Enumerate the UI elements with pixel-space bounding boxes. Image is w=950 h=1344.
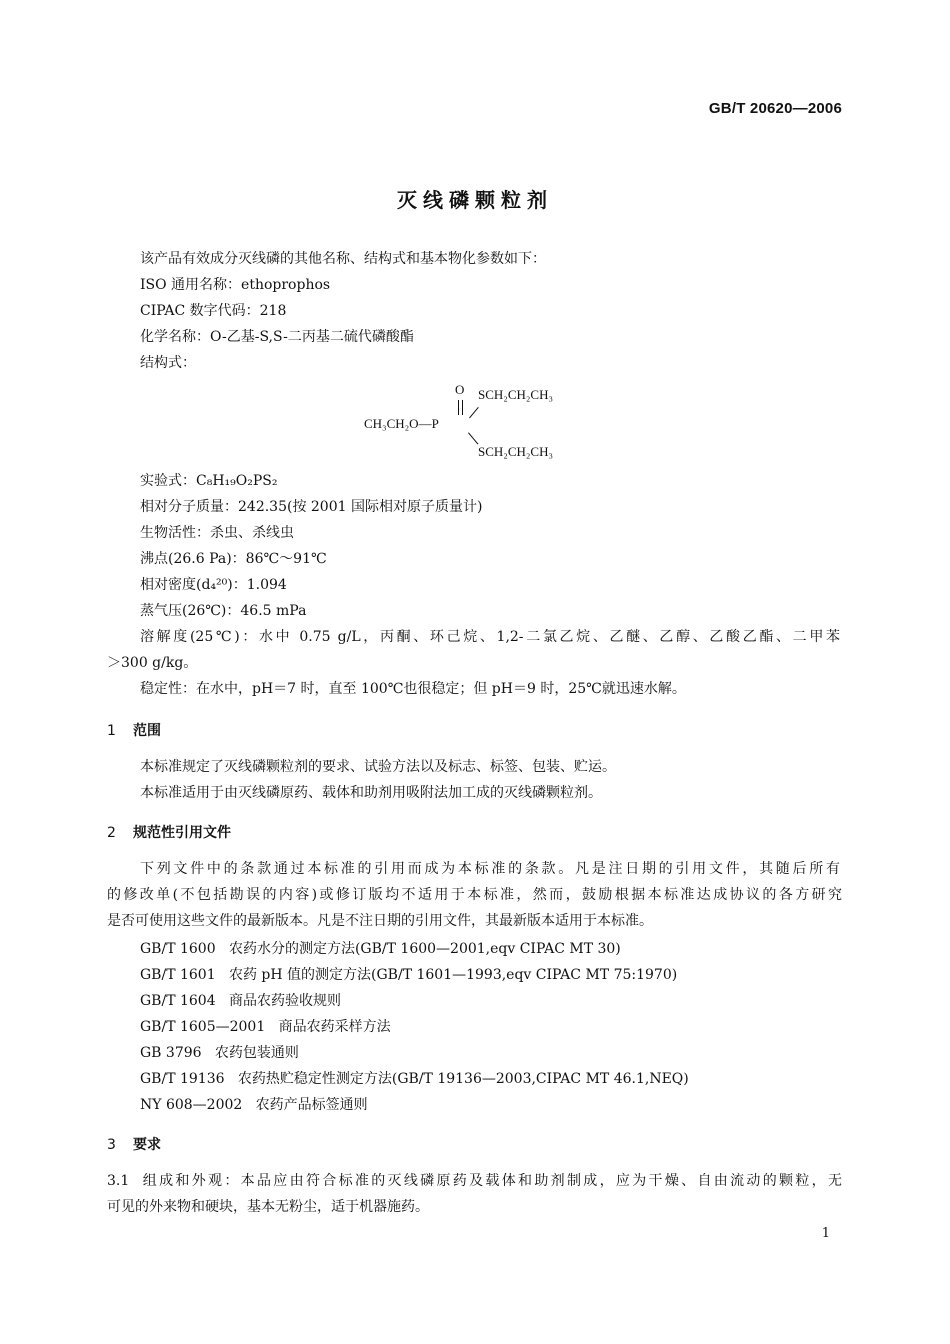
section-3-heading <box>107 1134 161 1154</box>
reference-code: NY 608—2002 <box>140 1097 243 1113</box>
section-2-para-line-2: 的修改单(不包括勘误的内容)或修订版均不适用于本标准，然而，鼓励根据本标准达成协议的各方研究 <box>107 887 842 903</box>
vapor-pressure: 蒸气压(26℃)：46.5 mPa <box>140 603 307 619</box>
chemical-name: 化学名称：O-乙基-S,S-二丙基二硫代磷酸酯 <box>140 329 414 345</box>
reference-item <box>140 992 341 1010</box>
section-2-para-line-1: 下列文件中的条款通过本标准的引用而成为本标准的条款。凡是注日期的引用文件，其随后所有 <box>140 861 840 877</box>
reference-item <box>140 940 621 958</box>
reference-title: 农药包装通则 <box>214 1045 299 1061</box>
section-1-number: 1 <box>107 723 116 739</box>
intro-lead: 该产品有效成分灭线磷的其他名称、结构式和基本物化参数如下： <box>140 251 546 267</box>
boiling-point: 沸点(26.6 Pa)：86℃～91℃ <box>140 551 327 567</box>
stability: 稳定性：在水中，pH＝7 时，直至 100℃也很稳定；但 pH＝9 时，25℃就迅速水解。 <box>140 681 686 697</box>
reference-title: 商品农药采样方法 <box>278 1019 391 1035</box>
reference-code: GB/T 1600 <box>140 941 216 957</box>
bottom-substituent: SCH₂CH₂CH₃ <box>478 444 554 459</box>
cipac-code: CIPAC 数字代码：218 <box>140 303 287 319</box>
section-1-para-1: 本标准规定了灭线磷颗粒剂的要求、试验方法以及标志、标签、包装、贮运。 <box>140 759 616 775</box>
section-3-title: 要求 <box>133 1137 161 1153</box>
clause-3-1-line-1 <box>107 1172 842 1190</box>
reference-code: GB/T 1604 <box>140 993 216 1009</box>
page-number: 1 <box>821 1226 830 1241</box>
clause-number: 3.1 <box>107 1173 130 1189</box>
section-2-title: 规范性引用文件 <box>133 825 231 841</box>
double-bond-line-1 <box>458 400 459 415</box>
reference-title: 农药 pH 值的测定方法(GB/T 1601—1993,eqv CIPAC MT 75:1970) <box>228 967 678 983</box>
reference-item <box>140 1044 299 1062</box>
section-1-title: 范围 <box>133 723 161 739</box>
reference-item <box>140 1096 368 1114</box>
document-title: 灭线磷颗粒剂 <box>397 188 553 212</box>
empirical-formula: 实验式：C₈H₁₉O₂PS₂ <box>140 473 278 489</box>
reference-code: GB/T 1605—2001 <box>140 1019 266 1035</box>
reference-item <box>140 1018 391 1036</box>
iso-name: ISO 通用名称：ethoprophos <box>140 277 331 293</box>
section-2-heading <box>107 822 231 842</box>
double-bond-line-2 <box>462 400 463 415</box>
structure-label: 结构式： <box>140 355 196 371</box>
reference-item <box>140 966 677 984</box>
upper-bond <box>469 407 479 418</box>
reference-title: 农药产品标签通则 <box>255 1097 368 1113</box>
oxygen-atom: O <box>455 382 465 397</box>
biological-activity: 生物活性：杀虫、杀线虫 <box>140 525 294 541</box>
section-1-heading <box>107 720 161 740</box>
molecular-mass: 相对分子质量：242.35(按 2001 国际相对原子质量计) <box>140 499 483 515</box>
reference-title: 商品农药验收规则 <box>228 993 341 1009</box>
reference-title: 农药水分的测定方法(GB/T 1600—2001,eqv CIPAC MT 30) <box>228 941 621 957</box>
clause-text: 组成和外观：本品应由符合标准的灭线磷原药及载体和助剂制成，应为干燥、自由流动的颗粒，无 <box>142 1173 842 1189</box>
standard-code: GB/T 20620—2006 <box>708 100 842 117</box>
reference-title: 农药热贮稳定性测定方法(GB/T 19136—2003,CIPAC MT 46.1,NEQ) <box>237 1071 689 1087</box>
reference-code: GB/T 19136 <box>140 1071 225 1087</box>
clause-3-1-line-2: 可见的外来物和硬块，基本无粉尘，适于机器施药。 <box>107 1199 429 1215</box>
reference-item <box>140 1070 689 1088</box>
lower-bond <box>468 432 478 444</box>
solubility-line-1: 溶解度(25℃)：水中 0.75 g/L，丙酮、环己烷、1,2-二氯乙烷、乙醚、乙醇、乙酸乙酯、二甲苯 <box>140 629 840 645</box>
top-substituent: SCH₂CH₂CH₃ <box>478 387 554 402</box>
reference-code: GB/T 1601 <box>140 967 216 983</box>
section-2-number: 2 <box>107 825 116 841</box>
relative-density: 相对密度(d₄²⁰)：1.094 <box>140 577 287 593</box>
left-group: CH₃CH₂O—P <box>364 416 439 431</box>
solubility-line-2: ＞300 g/kg。 <box>107 655 198 671</box>
section-2-para-line-3: 是否可使用这些文件的最新版本。凡是不注日期的引用文件，其最新版本适用于本标准。 <box>107 913 653 929</box>
reference-code: GB 3796 <box>140 1045 202 1061</box>
section-1-para-2: 本标准适用于由灭线磷原药、载体和助剂用吸附法加工成的灭线磷颗粒剂。 <box>140 785 602 801</box>
section-3-number: 3 <box>107 1137 116 1153</box>
